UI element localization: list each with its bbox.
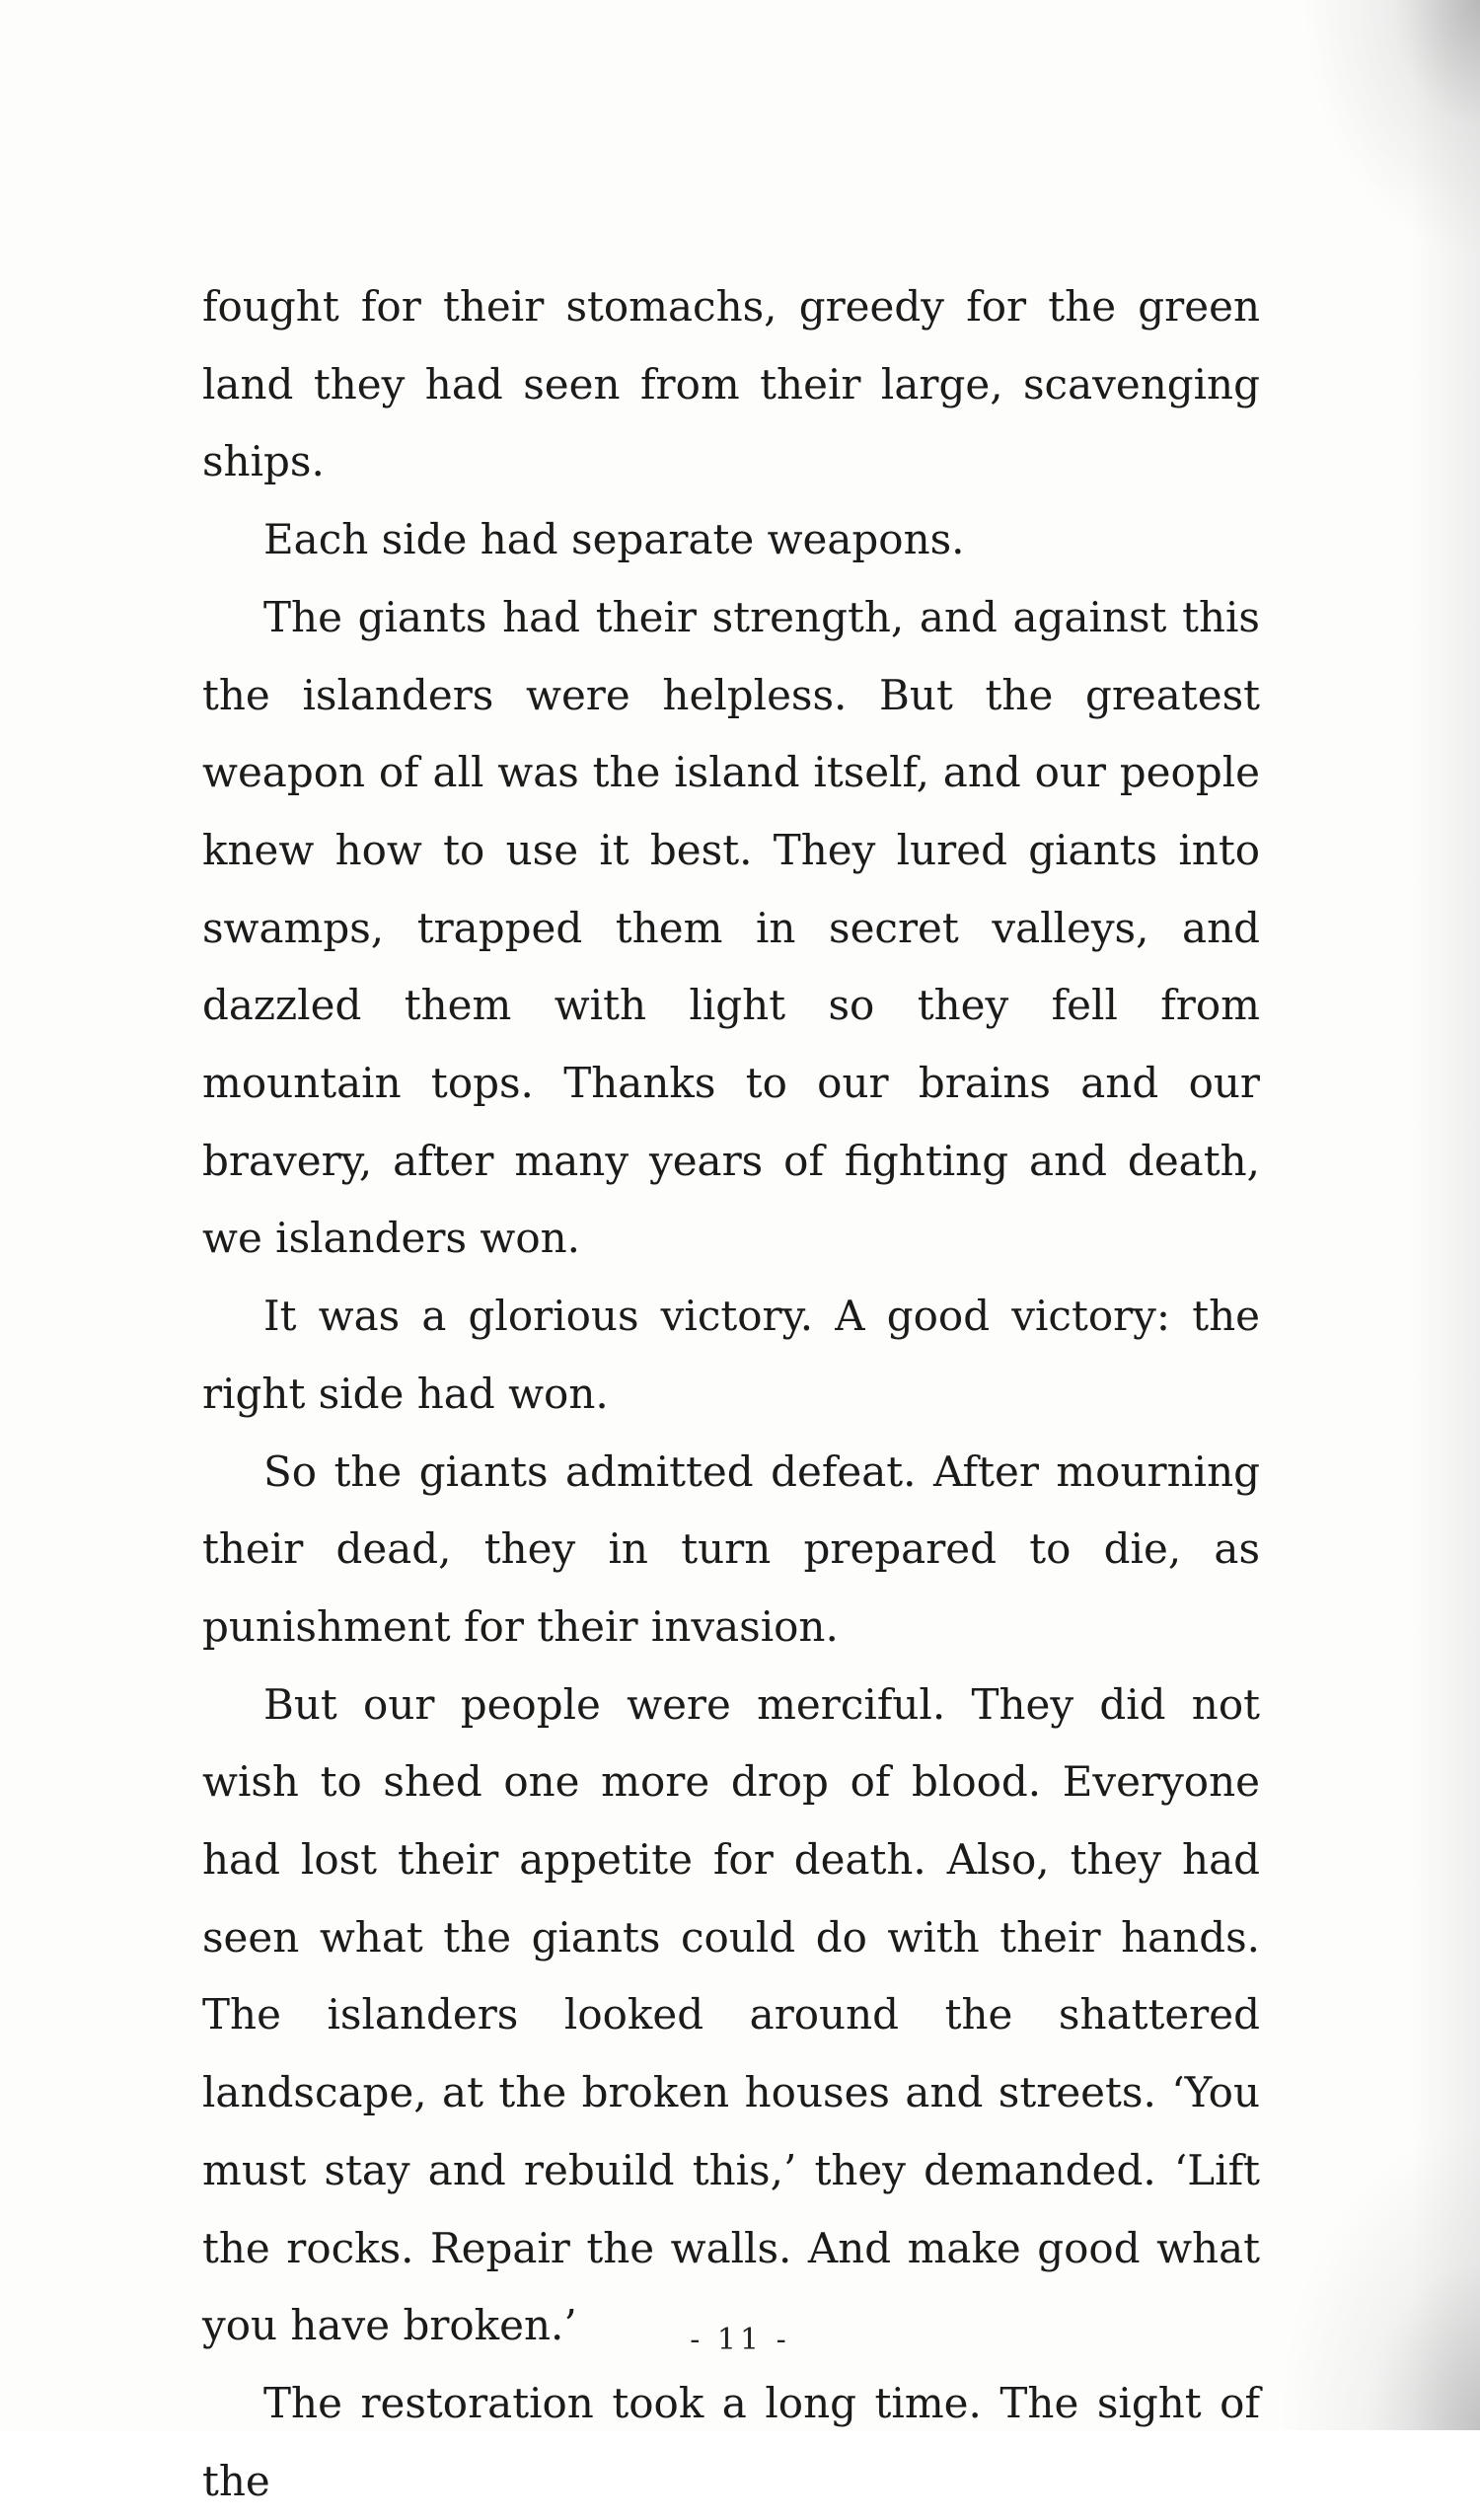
paragraph: The giants had their strength, and against this the islanders were helpless. But the greatest weapon of all was the island itself, and our people knew how to use it best. They lured giants into swamps, trapped them in secret valleys, and dazzled them with light so they fell from mountain tops. Thanks to our brains and our bravery, after many years of fighting and death, we islanders won. bbox=[202, 592, 1260, 1263]
paragraph: But our people were merciful. They did not wish to shed one more drop of blood. Everyone had lost their appetite for death. Also, they had seen what the giants could do with their hands. The islanders looked around the shattered landscape, at the broken houses and streets. ‘You must stay and rebuild this,’ they demanded. ‘Lift the rocks. Repair the walls. And make good what you have broken.’ bbox=[202, 1679, 1260, 2350]
paragraph-continued: fought for their stomachs, greedy for the green land they had seen from their large, scavenging ships. bbox=[202, 282, 1260, 486]
page-corner-shadow-bottom bbox=[1283, 2134, 1480, 2430]
paragraph: It was a glorious victory. A good victory: the right side had won. bbox=[202, 1292, 1260, 1418]
paragraph: So the giants admitted defeat. After mourning their dead, they in turn prepared to die, as punishment for their invasion. bbox=[202, 1446, 1260, 1651]
page-corner-shadow-top bbox=[1302, 0, 1480, 257]
paragraph: Each side had separate weapons. bbox=[263, 515, 965, 564]
page-edge-shadow bbox=[1411, 0, 1480, 2430]
page-number: - 11 - bbox=[690, 2323, 790, 2357]
paragraph: The restoration took a long time. The sight of the bbox=[202, 2378, 1260, 2505]
body-text bbox=[202, 268, 1260, 2520]
